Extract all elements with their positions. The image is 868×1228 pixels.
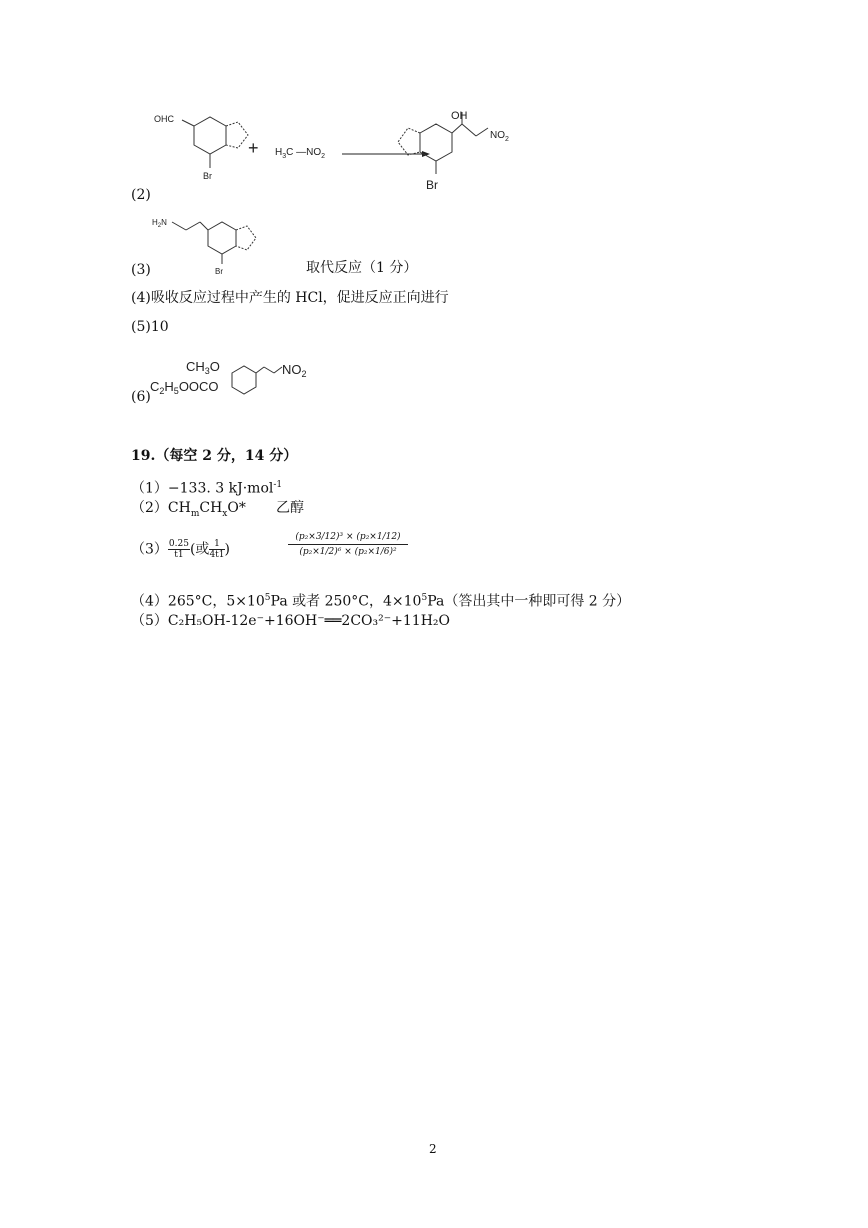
q19-answer-2-product: 乙醇 <box>276 500 304 516</box>
product-br-label: Br <box>426 178 438 192</box>
q19-answer-4-exp2: 5 <box>421 593 428 603</box>
q19-rate-numerator: 0.25 <box>168 539 189 549</box>
product-oh-label: OH <box>451 110 468 122</box>
q19-answer-2-o: O* <box>227 500 246 516</box>
structure-q3 <box>150 208 290 278</box>
q19-answer-4-exp1: 5 <box>264 593 271 603</box>
reactant-cho-label: OHC <box>154 114 174 124</box>
q19-answer-4 <box>131 589 630 611</box>
q19-answer-2-ch2: CH <box>199 500 223 516</box>
q19-answer-2-sub-x: x <box>222 508 228 519</box>
q19-answer-1-text: （1）−133. 3 kJ·mol <box>131 480 274 497</box>
q4-answer: (4)吸收反应过程中产生的 HCl，促进反应正向进行 <box>131 290 449 306</box>
q19-rate-alt-denominator: 4t1 <box>209 550 225 560</box>
reactant-br-label: Br <box>203 171 212 181</box>
q19-rate-alt-prefix: (或 <box>189 541 210 558</box>
q19-kp-denominator: (p₂×1/2)⁶ × (p₂×1/6)² <box>299 547 397 557</box>
q19-answer-4-part3: Pa（答出其中一种即可得 2 分） <box>427 593 631 610</box>
q19-answer-4-part1: （4）265°C，5×10 <box>131 593 265 610</box>
q19-answer-2-sub-m: m <box>190 508 200 519</box>
ester-label: $C_2H_5OOCO$ <box>150 379 219 396</box>
q5-answer: (5)10 <box>131 319 169 335</box>
reaction-scheme-q2 <box>140 100 540 200</box>
product-no2-label: $NO_2$ <box>490 130 509 143</box>
q3-benzene-ring <box>208 222 236 254</box>
amine-label: $H_2N$ <box>152 218 167 229</box>
q19-answer-1 <box>131 476 282 498</box>
q2-label: (2) <box>131 187 151 203</box>
q19-heading: 19.（每空 2 分，14 分） <box>131 448 298 464</box>
q19-rate-fraction <box>168 539 190 560</box>
q19-kp-numerator: (p₂×3/12)³ × (p₂×1/12) <box>288 532 408 545</box>
q19-rate-denominator: t1 <box>174 550 184 560</box>
q3-br-label: Br <box>215 267 223 276</box>
q19-answer-5: （5）C₂H₅OH-12e⁻+16OH⁻══2CO₃²⁻+11H₂O <box>131 613 450 629</box>
q19-answer-2 <box>131 499 246 523</box>
product-dioxole <box>398 128 420 155</box>
q6-label: (6) <box>131 389 151 405</box>
reactant-dioxole <box>226 122 248 148</box>
q19-rate-alt-fraction <box>209 539 224 560</box>
q19-answer-3-label: （3） <box>131 541 168 558</box>
q6-benzene-ring <box>232 366 256 394</box>
methoxy-label: $CH_3O$ <box>186 359 220 376</box>
reactant-benzene-ring <box>194 117 226 154</box>
plus-sign: + <box>248 138 259 158</box>
q19-answer-3 <box>131 539 230 560</box>
q19-rate-alt-numerator: 1 <box>209 539 224 550</box>
q6-no2-label: $NO_2$ <box>282 362 307 379</box>
page-number: 2 <box>429 1142 437 1156</box>
q3-label: (3) <box>131 262 151 278</box>
nitromethane-label: $H_3C$ $—NO_2$ <box>275 147 326 160</box>
q19-answer-4-part2: Pa 或者 250°C，4×10 <box>270 593 422 610</box>
q19-answer-2-ch: （2）CH <box>131 500 191 516</box>
q3-answer: 取代反应（1 分） <box>306 260 418 276</box>
q19-rate-alt-suffix: ) <box>224 541 230 558</box>
q3-dioxole <box>236 226 256 250</box>
structure-q6 <box>150 355 320 405</box>
q19-answer-1-unit-exp: -1 <box>273 480 283 490</box>
q19-kp-expression <box>288 532 408 557</box>
